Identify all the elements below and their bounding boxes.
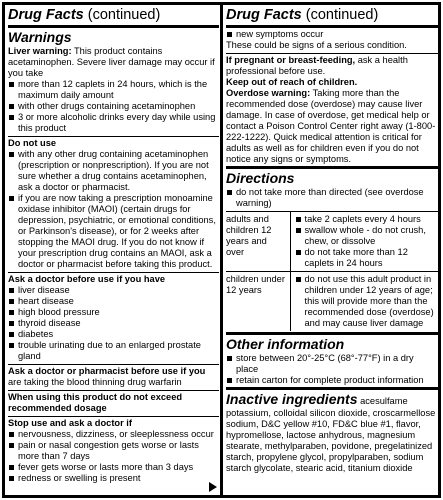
drug-facts-panel xyxy=(2,2,441,498)
left-title-rule xyxy=(8,25,219,28)
ask-doctor-heading: Ask a doctor before use if you have xyxy=(8,274,166,284)
list-item: store between 20°-25°C (68°-77°F) in a dry place xyxy=(226,353,438,375)
other-information-heading: Other information xyxy=(226,336,345,352)
liver-list xyxy=(8,79,219,134)
list-item: swallow whole - do not crush, chew, or dissolve xyxy=(295,225,438,247)
right-column xyxy=(226,5,438,495)
list-item: diabetes xyxy=(8,329,219,340)
dosage-group-instructions xyxy=(290,272,438,332)
stop-use-heading: Stop use and ask a doctor if xyxy=(8,418,132,428)
list-item: retain carton for complete product information xyxy=(226,375,438,386)
ask-doctor-list xyxy=(8,285,219,362)
table-row xyxy=(226,212,438,272)
list-item: 3 or more alcoholic drinks every day while using this product xyxy=(8,112,219,134)
list-item: do not take more than 12 caplets in 24 hours xyxy=(295,247,438,269)
inactive-ingredients-text: acesulfame potassium, colloidal silicon dioxide, croscarmellose sodium, D&C yellow #10, FD&C blue #1, flavor, hypromellose, lactose anhydrous, magnesium stearate, methylparaben, povidone, pregelatinized starch, propylene glycol, propylparaben, sodium starch glycolate, stearic acid, titanium dioxide xyxy=(226,396,436,473)
right-title-bold: Drug Facts xyxy=(226,7,302,23)
right-title xyxy=(226,5,438,24)
list-item: nervousness, dizziness, or sleeplessness occur xyxy=(8,429,219,440)
pregnant-warning: If pregnant or breast-feeding, ask a health professional before use. xyxy=(226,55,408,76)
list-item: if you are now taking a prescription monoamine oxidase inhibitor (MAOI) (certain drugs for depression, psychiatric, or emotional conditions, or Parkinson's disease), or for 2 weeks after stopping the MAOI drug. If you do not know if your prescription drug contains an MAOI, ask a doctor or pharmacist before taking this product. xyxy=(8,193,219,270)
left-title xyxy=(8,5,219,24)
warfarin-text: are taking the blood thinning drug warfarin xyxy=(8,377,182,387)
list-item: liver disease xyxy=(8,285,219,296)
list-item: with other drugs containing acetaminophen xyxy=(8,101,219,112)
do-not-use-heading: Do not use xyxy=(8,138,57,148)
dosage-group-label: children under 12 years xyxy=(226,272,290,332)
list-item: more than 12 caplets in 24 hours, which is the maximum daily amount xyxy=(8,79,219,101)
list-item: redness or swelling is present xyxy=(8,473,219,484)
list-item: pain or nasal congestion gets worse or lasts more than 7 days xyxy=(8,440,219,462)
right-title-rule xyxy=(226,25,438,28)
directions-heading: Directions xyxy=(226,170,295,186)
ask-doctor-pharmacist-heading: Ask a doctor or pharmacist before use if you xyxy=(8,366,206,376)
list-item: trouble urinating due to an enlarged prostate gland xyxy=(8,340,219,362)
liver-warning: Liver warning: This product contains acetaminophen. Severe liver damage may occur if you take xyxy=(8,46,215,78)
list-item: do not take more than directed (see overdose warning) xyxy=(226,187,438,209)
left-title-bold: Drug Facts xyxy=(8,7,84,23)
list-item: do not use this adult product in children under 12 years of age; this will provide more than the recommended dose (overdose) and may cause liver damage xyxy=(295,274,438,329)
overdose-warning: Overdose warning: Taking more than the recommended dose (overdose) may cause liver damage. In case of overdose, get medical help or contact a Poison Control Center right away (1-800-222-1222). Quick medical attention is critical for adults as well as for children even if you do not notice any signs or symptoms. xyxy=(226,88,436,164)
right-title-rest: (continued) xyxy=(305,7,379,23)
other-information-list xyxy=(226,353,438,386)
continued-list xyxy=(226,29,438,40)
continued-text: These could be signs of a serious condition. xyxy=(226,40,407,50)
left-column xyxy=(8,5,219,495)
list-item: high blood pressure xyxy=(8,307,219,318)
table-row xyxy=(226,272,438,332)
directions-table xyxy=(226,211,438,331)
dosage-group-instructions xyxy=(290,212,438,272)
list-item: take 2 caplets every 4 hours xyxy=(295,214,438,225)
directions-list xyxy=(226,187,438,209)
when-using-heading: When using this product do not exceed recommended dosage xyxy=(8,392,183,413)
dosage-group-label: adults and children 12 years and over xyxy=(226,212,290,272)
warnings-heading: Warnings xyxy=(8,29,72,45)
list-item: new symptoms occur xyxy=(226,29,438,40)
inactive-ingredients xyxy=(226,391,438,474)
do-not-use-list xyxy=(8,149,219,270)
inactive-ingredients-heading: Inactive ingredients xyxy=(226,391,358,407)
list-item: heart disease xyxy=(8,296,219,307)
stop-use-list xyxy=(8,429,219,484)
list-item: thyroid disease xyxy=(8,318,219,329)
continue-arrow-icon xyxy=(209,482,217,492)
column-divider xyxy=(220,5,223,495)
left-title-rest: (continued) xyxy=(87,7,161,23)
list-item: with any other drug containing acetaminophen (prescription or nonprescription). If you are not sure whether a drug contains acetaminophen, ask a doctor or pharmacist. xyxy=(8,149,219,193)
list-item: fever gets worse or lasts more than 3 days xyxy=(8,462,219,473)
keep-out-of-reach: Keep out of reach of children. xyxy=(226,77,358,87)
